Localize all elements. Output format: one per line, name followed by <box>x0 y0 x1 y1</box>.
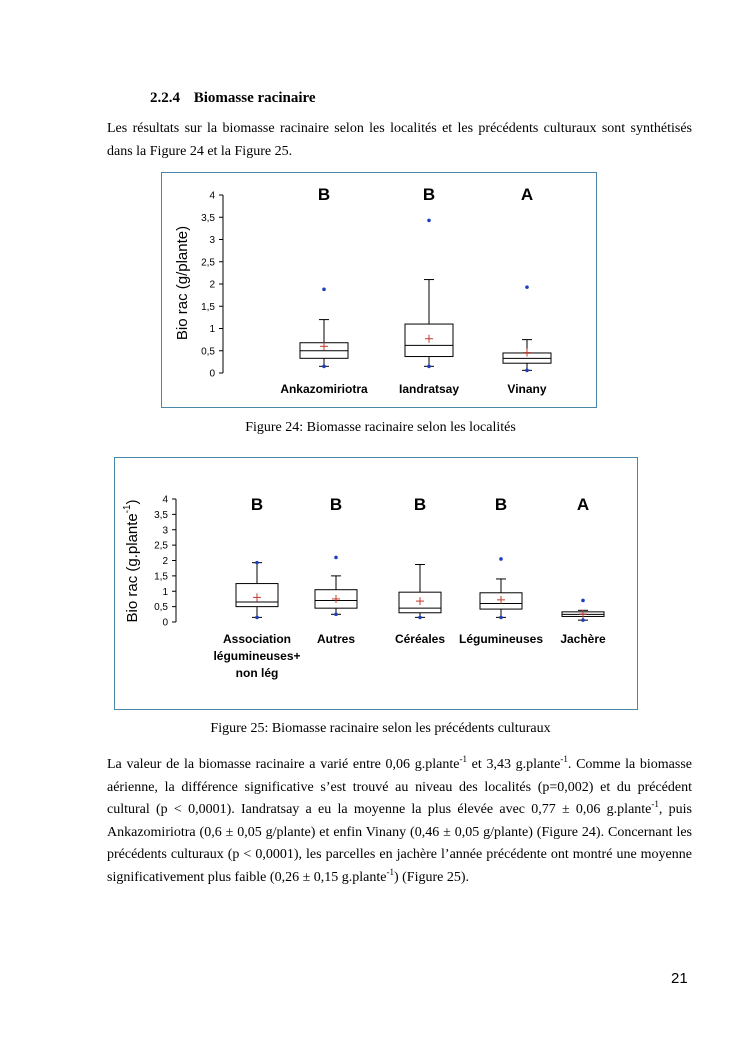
y-tick-label: 3,5 <box>201 212 215 224</box>
category-label: Autres <box>316 632 356 646</box>
results-sup-4: -1 <box>386 866 394 877</box>
y-axis-label <box>174 226 191 340</box>
category-label: Association <box>222 632 292 646</box>
figure-25-caption: Figure 25: Biomasse racinaire selon les précédents culturaux <box>210 721 551 736</box>
intro-paragraph: Les résultats sur la biomasse racinaire selon les localités et les précédents culturaux sont synthétisés dans la Figure 24 et la Figure 25. <box>107 121 692 159</box>
outlier-point <box>322 365 326 369</box>
outlier-point <box>322 288 326 292</box>
y-tick-label: 4 <box>209 190 215 202</box>
category-label: Céréales <box>394 632 446 646</box>
y-tick-label: 1 <box>162 586 168 598</box>
page-number: 21 <box>671 970 688 987</box>
y-tick-label: 4 <box>162 494 168 506</box>
results-paragraph <box>107 754 692 889</box>
results-sup-3: -1 <box>651 799 659 809</box>
results-text-2: et 3,43 g.plante <box>466 757 561 772</box>
significance-letter: B <box>250 495 264 514</box>
y-tick-label: 0,5 <box>201 346 215 358</box>
results-text-4: , puis Ankazomiriotra (0,6 ± 0,05 g/plante) et enfin Vinany (0,46 ± 0,05 g/plante) (Figure 24). Concernant les précédents culturaux (p < 0,0001), les parcelles en jachère l’année précédente ont montré une moyenne significativement plus faible (0,26 ± 0,15 g.plante <box>107 802 692 885</box>
y-tick-label: 0 <box>209 368 215 380</box>
outlier-point <box>334 556 338 560</box>
category-label: Jachère <box>560 632 606 646</box>
y-tick-label: 3 <box>162 525 168 537</box>
y-tick-label: 2 <box>209 279 215 291</box>
section-title: Biomasse racinaire <box>193 90 316 106</box>
y-axis-label-superscript: -1 <box>122 504 133 514</box>
results-text-3: . Comme la biomasse aérienne, la différence significative s’est trouvé au niveau des localités (p=0,002) et du précédent cultural (p < 0,0001). Iandratsay a eu la moyenne la plus élevée avec 0,77 ± 0,06 g.plante <box>107 757 692 817</box>
y-tick-label: 2,5 <box>154 540 168 552</box>
category-label: non lég <box>235 666 279 680</box>
y-axis-label <box>122 500 141 623</box>
figure-24-caption: Figure 24: Biomasse racinaire selon les localités <box>245 420 516 435</box>
figure-24-box <box>161 172 597 408</box>
y-axis-label-text: Bio rac (g/plante) <box>174 225 191 341</box>
figure-25-chart <box>115 458 637 709</box>
results-sup-2: -1 <box>560 754 568 764</box>
outlier-point <box>499 616 503 620</box>
outlier-point <box>525 285 529 289</box>
significance-letter: B <box>317 185 331 204</box>
y-tick-label: 1 <box>209 324 215 335</box>
outlier-point <box>255 561 259 565</box>
results-sup-1: -1 <box>459 754 467 764</box>
outlier-point <box>255 616 259 620</box>
y-tick-label: 3,5 <box>154 509 168 521</box>
y-tick-label: 2,5 <box>201 257 215 269</box>
y-axis-label-text: Bio rac (g.plante <box>124 513 141 623</box>
category-label: Légumineuses <box>458 632 544 646</box>
y-tick-label: 1,5 <box>201 301 215 313</box>
y-tick-label: 0,5 <box>154 602 168 614</box>
y-tick-label: 3 <box>209 235 215 246</box>
outlier-point <box>499 557 503 561</box>
outlier-point <box>427 219 431 223</box>
outlier-point <box>427 365 431 369</box>
y-tick-label: 1,5 <box>154 571 168 583</box>
results-text-1: La valeur de la biomasse racinaire a varié entre 0,06 g.plante <box>107 757 460 772</box>
category-label: Vinany <box>507 382 547 396</box>
figure-25-box <box>114 457 638 710</box>
y-axis-label-end: ) <box>124 499 141 505</box>
outlier-point <box>581 599 585 603</box>
outlier-point <box>525 369 529 373</box>
outlier-point <box>581 618 585 622</box>
category-label: Iandratsay <box>398 382 460 396</box>
outlier-point <box>334 613 338 617</box>
significance-letter: B <box>413 495 427 514</box>
outlier-point <box>418 616 422 620</box>
results-text-5: ) (Figure 25). <box>393 869 469 885</box>
section-number: 2.2.4 <box>150 90 180 106</box>
y-tick-label: 2 <box>162 556 168 567</box>
y-tick-label: 0 <box>162 617 168 629</box>
section-heading <box>150 90 316 107</box>
significance-letter: B <box>422 185 436 204</box>
significance-letter: B <box>329 495 343 514</box>
significance-letter: A <box>520 185 534 204</box>
significance-letter: A <box>576 495 590 514</box>
significance-letter: B <box>494 495 508 514</box>
category-label: Ankazomiriotra <box>280 382 368 396</box>
figure-24-chart <box>162 173 596 407</box>
category-label: légumineuses+ <box>213 649 301 663</box>
